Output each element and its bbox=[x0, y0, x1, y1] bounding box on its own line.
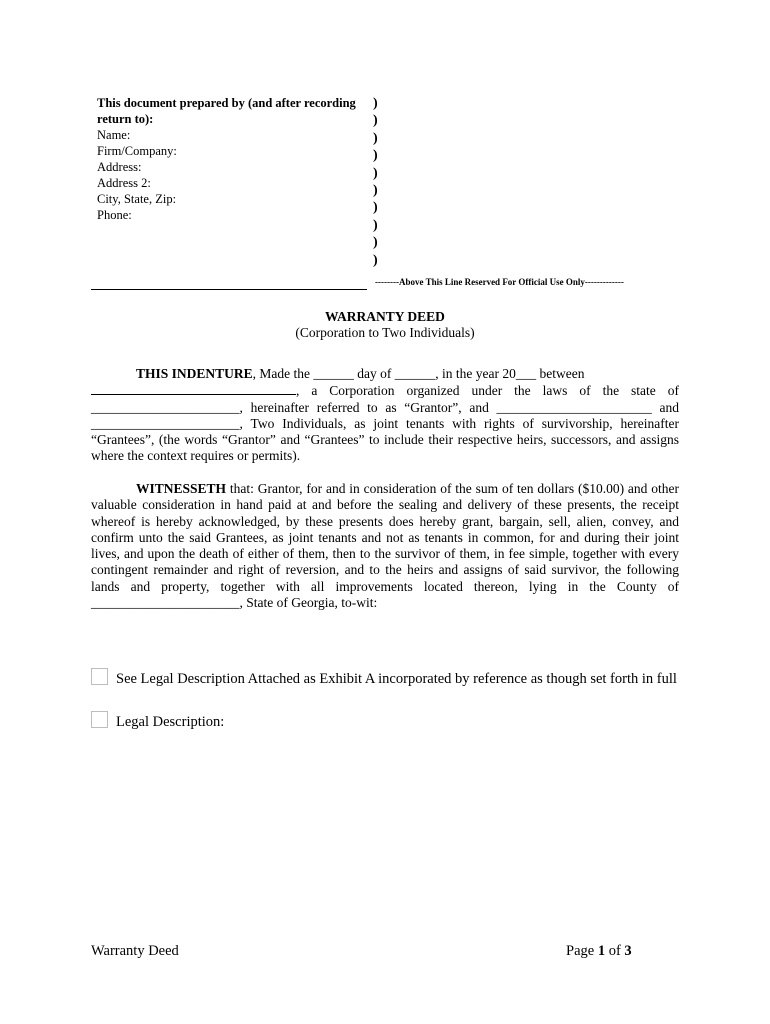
exhibit-option-label: See Legal Description Attached as Exhibit A incorporated by reference as though set forth in full bbox=[116, 671, 677, 687]
witnesseth-lead: WITNESSETH bbox=[136, 481, 227, 496]
paren: ) bbox=[373, 183, 378, 199]
of-label: of bbox=[608, 943, 621, 959]
name-field-label: Name: bbox=[97, 128, 131, 142]
city-state-zip-field-label: City, State, Zip: bbox=[97, 192, 177, 206]
page-label: Page bbox=[566, 943, 595, 959]
paren: ) bbox=[373, 113, 378, 129]
paren: ) bbox=[373, 130, 378, 146]
legal-description-option[interactable] bbox=[91, 711, 681, 731]
exhibit-checkbox[interactable] bbox=[91, 668, 108, 685]
document-title: WARRANTY DEED bbox=[325, 309, 445, 324]
paren: ) bbox=[373, 217, 378, 233]
legal-description-checkbox[interactable] bbox=[91, 711, 108, 728]
signature-rule bbox=[91, 289, 367, 290]
paren: ) bbox=[373, 148, 378, 164]
indenture-text-1: , Made the ______ day of ______, in the year 20___ between bbox=[252, 366, 585, 381]
grantor-name-blank[interactable] bbox=[91, 382, 296, 395]
exhibit-option[interactable] bbox=[91, 668, 681, 688]
phone-field-label: Phone: bbox=[97, 208, 132, 222]
document-subtitle: (Corporation to Two Individuals) bbox=[295, 325, 475, 340]
prepared-by-block bbox=[97, 95, 367, 223]
page-indicator bbox=[566, 943, 632, 960]
official-use-line: --------Above This Line Reserved For Official Use Only------------- bbox=[375, 277, 624, 287]
indenture-lead: THIS INDENTURE bbox=[136, 366, 253, 381]
page-number: 1 bbox=[597, 943, 606, 959]
paren: ) bbox=[373, 252, 378, 268]
witnesseth-paragraph bbox=[91, 481, 679, 611]
paren: ) bbox=[373, 235, 378, 251]
legal-description-label: Legal Description: bbox=[116, 714, 225, 730]
witnesseth-text: that: Grantor, for and in consideration of the sum of ten dollars ($10.00) and other valuable consideration in hand paid at and before the sealing and delivery of these presents, the receipt whereof is hereby acknowledged, by these presents does hereby grant, bargain, sell, alien, convey, and confirm unto the said Grantees, as joint tenants and not as tenants in common, for and during their joint lives, and upon the death of either of them, then to the survivor of them, in fee simple, together with every contingent remainder and right of reversion, and to the heirs and assigns of said survivor, the following lands and property, together with all improvements located thereon, lying in the County of ______________________, State of Georgia, to-wit: bbox=[91, 481, 679, 611]
footer-doc-name: Warranty Deed bbox=[91, 943, 179, 959]
address2-field-label: Address 2: bbox=[97, 176, 151, 190]
prepared-by-heading: This document prepared by (and after recording return to): bbox=[97, 96, 356, 126]
indenture-text-2: , a Corporation organized under the laws of the state of ______________________, hereinafter referred to as “Grantor”, and _______________________ and ______________________, Two Individuals, as joint tenants with rights of survivorship, hereinafter “Grantees”, (the words “Grantor” and “Grantees” to include their respective heirs, successors, and assigns where the context requires or permits). bbox=[91, 383, 679, 464]
paren: ) bbox=[373, 200, 378, 216]
indenture-paragraph bbox=[91, 366, 679, 465]
firm-field-label: Firm/Company: bbox=[97, 144, 177, 158]
bracket-column bbox=[373, 95, 378, 269]
page-total: 3 bbox=[624, 943, 632, 959]
paren: ) bbox=[373, 165, 378, 181]
paren: ) bbox=[373, 96, 378, 111]
address-field-label: Address: bbox=[97, 160, 142, 174]
